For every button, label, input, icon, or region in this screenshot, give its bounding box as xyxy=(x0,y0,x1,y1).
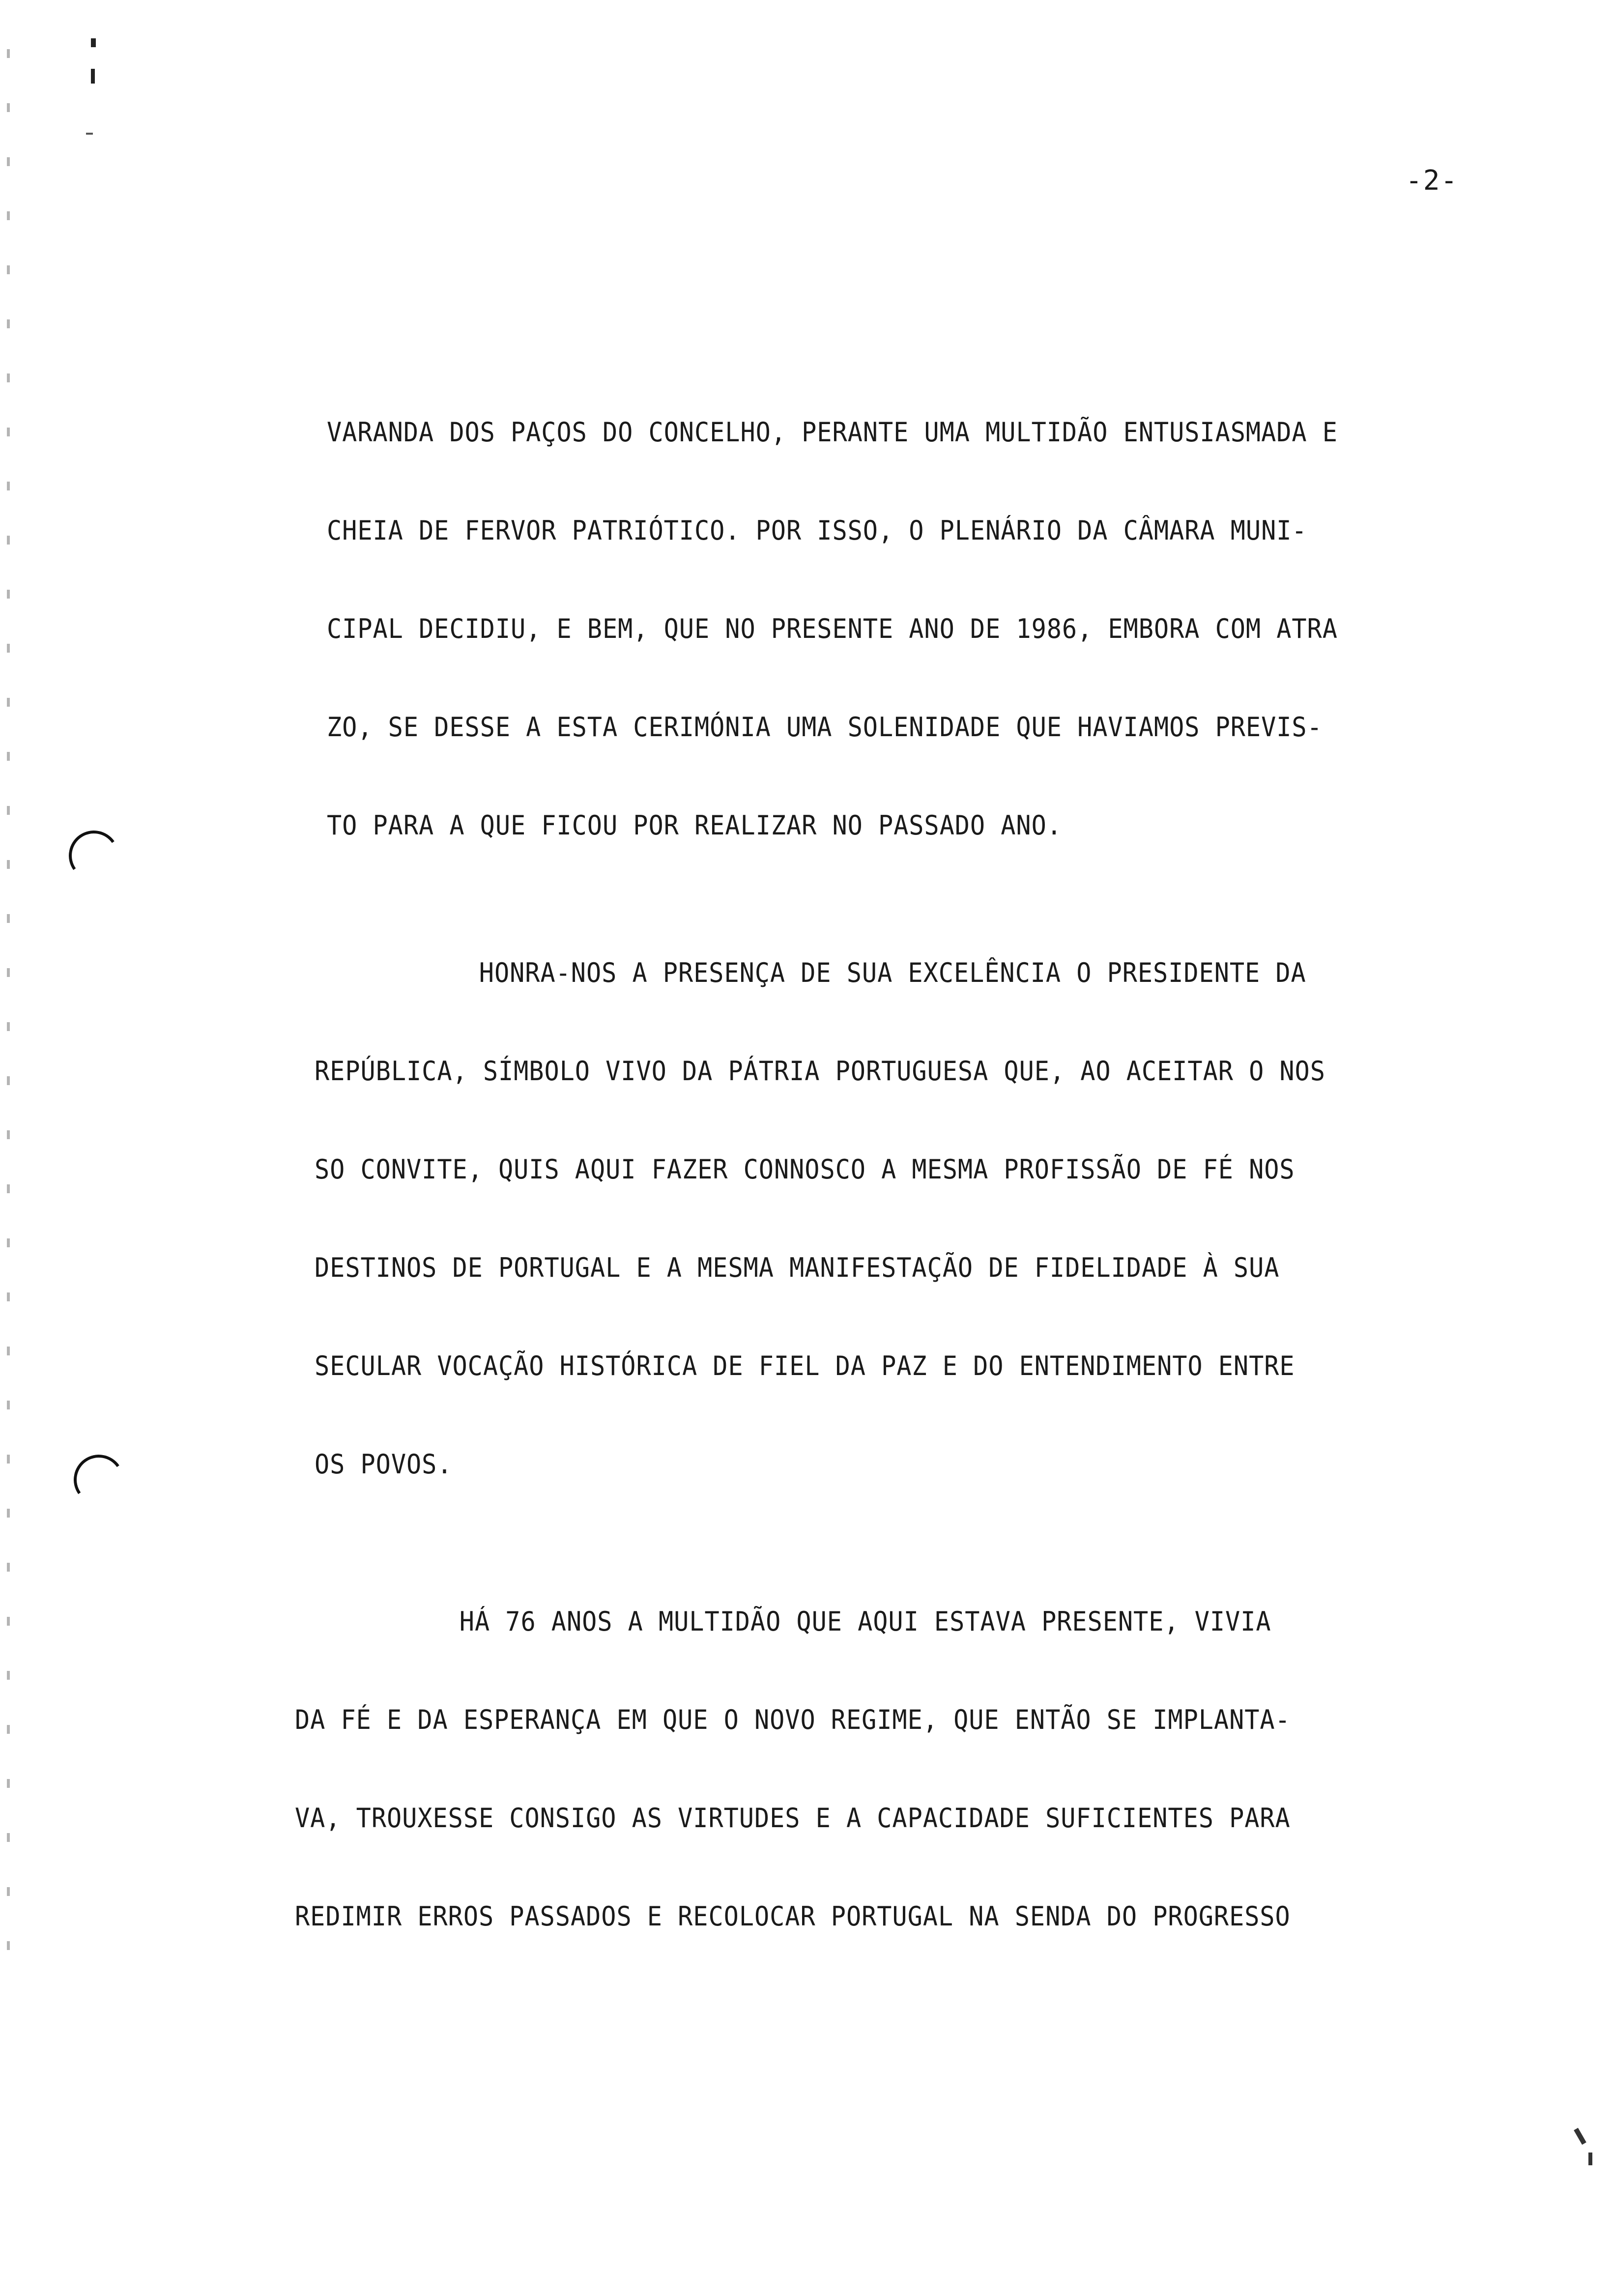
text-line: HÁ 76 ANOS A MULTIDÃO QUE AQUI ESTAVA PRESENTE, VIVIA xyxy=(459,1606,1271,1637)
text-line: ZO, SE DESSE A ESTA CERIMÓNIA UMA SOLENIDADE QUE HAVIAMOS PREVIS- xyxy=(327,712,1323,743)
text-line: REPÚBLICA, SÍMBOLO VIVO DA PÁTRIA PORTUGUESA QUE, AO ACEITAR O NOS xyxy=(315,1056,1325,1087)
scan-mark xyxy=(1588,2152,1592,2165)
page-number: -2- xyxy=(1406,165,1459,197)
text-line: OS POVOS. xyxy=(315,1449,453,1480)
scan-mark xyxy=(91,69,95,84)
text-line: VA, TROUXESSE CONSIGO AS VIRTUDES E A CAPACIDADE SUFICIENTES PARA xyxy=(295,1803,1291,1834)
scan-mark xyxy=(86,133,93,135)
scan-mark xyxy=(1574,2128,1586,2145)
text-line: CHEIA DE FERVOR PATRIÓTICO. POR ISSO, O PLENÁRIO DA CÂMARA MUNI- xyxy=(327,515,1307,546)
paragraph-1 xyxy=(327,383,1457,875)
paragraph-2 xyxy=(315,924,1445,1514)
text-line: HONRA-NOS A PRESENÇA DE SUA EXCELÊNCIA O PRESIDENTE DA xyxy=(479,957,1306,988)
text-line: DESTINOS DE PORTUGAL E A MESMA MANIFESTAÇÃO DE FIDELIDADE À SUA xyxy=(315,1252,1280,1283)
text-line: REDIMIR ERROS PASSADOS E RECOLOCAR PORTUGAL NA SENDA DO PROGRESSO xyxy=(295,1901,1291,1932)
margin-scan-marks xyxy=(7,49,10,1966)
paragraph-3 xyxy=(295,1573,1425,1966)
text-line: TO PARA A QUE FICOU POR REALIZAR NO PASSADO ANO. xyxy=(327,810,1062,841)
scan-mark xyxy=(91,38,96,47)
text-line: SECULAR VOCAÇÃO HISTÓRICA DE FIEL DA PAZ E DO ENTENDIMENTO ENTRE xyxy=(315,1350,1295,1381)
punch-hole-icon xyxy=(65,827,123,885)
punch-hole-icon xyxy=(70,1451,128,1509)
text-line: VARANDA DOS PAÇOS DO CONCELHO, PERANTE UMA MULTIDÃO ENTUSIASMADA E xyxy=(327,417,1338,448)
text-line: DA FÉ E DA ESPERANÇA EM QUE O NOVO REGIME, QUE ENTÃO SE IMPLANTA- xyxy=(295,1704,1291,1735)
text-line: CIPAL DECIDIU, E BEM, QUE NO PRESENTE ANO DE 1986, EMBORA COM ATRA xyxy=(327,613,1338,644)
text-line: SO CONVITE, QUIS AQUI FAZER CONNOSCO A MESMA PROFISSÃO DE FÉ NOS xyxy=(315,1154,1295,1185)
